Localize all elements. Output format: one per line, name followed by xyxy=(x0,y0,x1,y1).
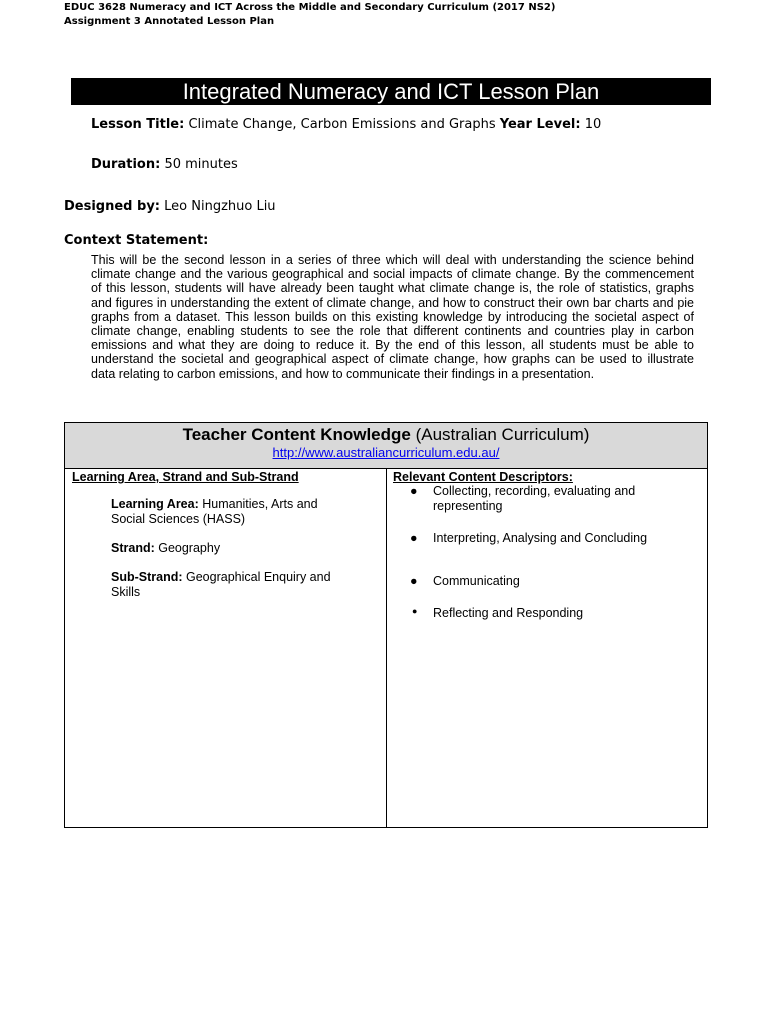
substrand-label: Sub-Strand: xyxy=(111,570,183,584)
table-title-rest: (Australian Curriculum) xyxy=(410,425,590,444)
designer-row xyxy=(64,199,276,215)
duration-value: 50 minutes xyxy=(164,157,238,172)
descriptor-item: Interpreting, Analysing and Concluding xyxy=(433,531,648,545)
bullet-icon: ● xyxy=(412,606,418,616)
bullet-icon: ● xyxy=(410,574,418,588)
strand-value: Geography xyxy=(154,541,221,555)
substrand-entry xyxy=(111,570,351,600)
year-level-label: Year Level: xyxy=(499,117,581,132)
table-title xyxy=(65,425,707,445)
context-statement-label: Context Statement: xyxy=(64,233,209,248)
duration-row xyxy=(91,157,238,173)
lesson-title-label: Lesson Title: xyxy=(91,117,185,132)
descriptor-item: Reflecting and Responding xyxy=(433,606,584,620)
substrand-value: Geographical Enquiry and Skills xyxy=(111,570,331,599)
strand-label: Strand: xyxy=(111,541,155,555)
page-title-banner: Integrated Numeracy and ICT Lesson Plan xyxy=(71,78,711,105)
year-level-value: 10 xyxy=(584,117,602,132)
document-header xyxy=(64,1,555,29)
context-statement-body: This will be the second lesson in a series of three which will deal with understanding the science behind climate change and the various geographical and social impacts of climate change. By the commencement of this lesson, students will have already been taught what climate change is, the role of statistics, graphs and figures in understanding the extent of climate change, and how to construct their own bar charts and pie graphs from a dataset. This lesson builds on this existing knowledge by introducing the societal aspect of climate change, enabling students to see the role that different continents and countries play in carbon emissions and what they are doing to reduce it. By the end of this lesson, all students must be able to understand the societal and geographical aspect of climate change, how graphs can be used to illustrate data relating to carbon emissions, and how to communicate their findings in a presentation. xyxy=(91,253,694,381)
bullet-icon: ● xyxy=(410,484,418,498)
duration-label: Duration: xyxy=(91,157,161,172)
learning-area-label: Learning Area: xyxy=(111,497,199,511)
descriptor-item: Collecting, recording, evaluating and representing xyxy=(433,484,636,513)
curriculum-link[interactable]: http://www.australiancurriculum.edu.au/ xyxy=(272,445,500,460)
left-column-header: Learning Area, Strand and Sub-Strand xyxy=(72,470,299,484)
designer-label: Designed by: xyxy=(64,199,160,214)
column-divider xyxy=(386,468,387,827)
right-column-header: Relevant Content Descriptors: xyxy=(393,470,573,484)
bullet-icon: ● xyxy=(410,531,418,545)
designer-value: Leo Ningzhuo Liu xyxy=(164,199,276,214)
teacher-content-knowledge-table xyxy=(64,422,708,828)
header-course-line: EDUC 3628 Numeracy and ICT Across the Middle and Secondary Curriculum (2017 NS2) xyxy=(64,2,556,13)
descriptor-item: Communicating xyxy=(433,574,520,588)
table-header xyxy=(65,423,707,469)
learning-area-value: Humanities, Arts and Social Sciences (HASS) xyxy=(111,497,318,526)
header-assignment-line: Assignment 3 Annotated Lesson Plan xyxy=(64,16,275,27)
strand-entry xyxy=(111,541,351,556)
learning-area-entry xyxy=(111,497,351,527)
lesson-title-row xyxy=(91,117,601,133)
lesson-title-value: Climate Change, Carbon Emissions and Graphs xyxy=(188,117,496,132)
table-title-bold: Teacher Content Knowledge xyxy=(182,425,411,444)
